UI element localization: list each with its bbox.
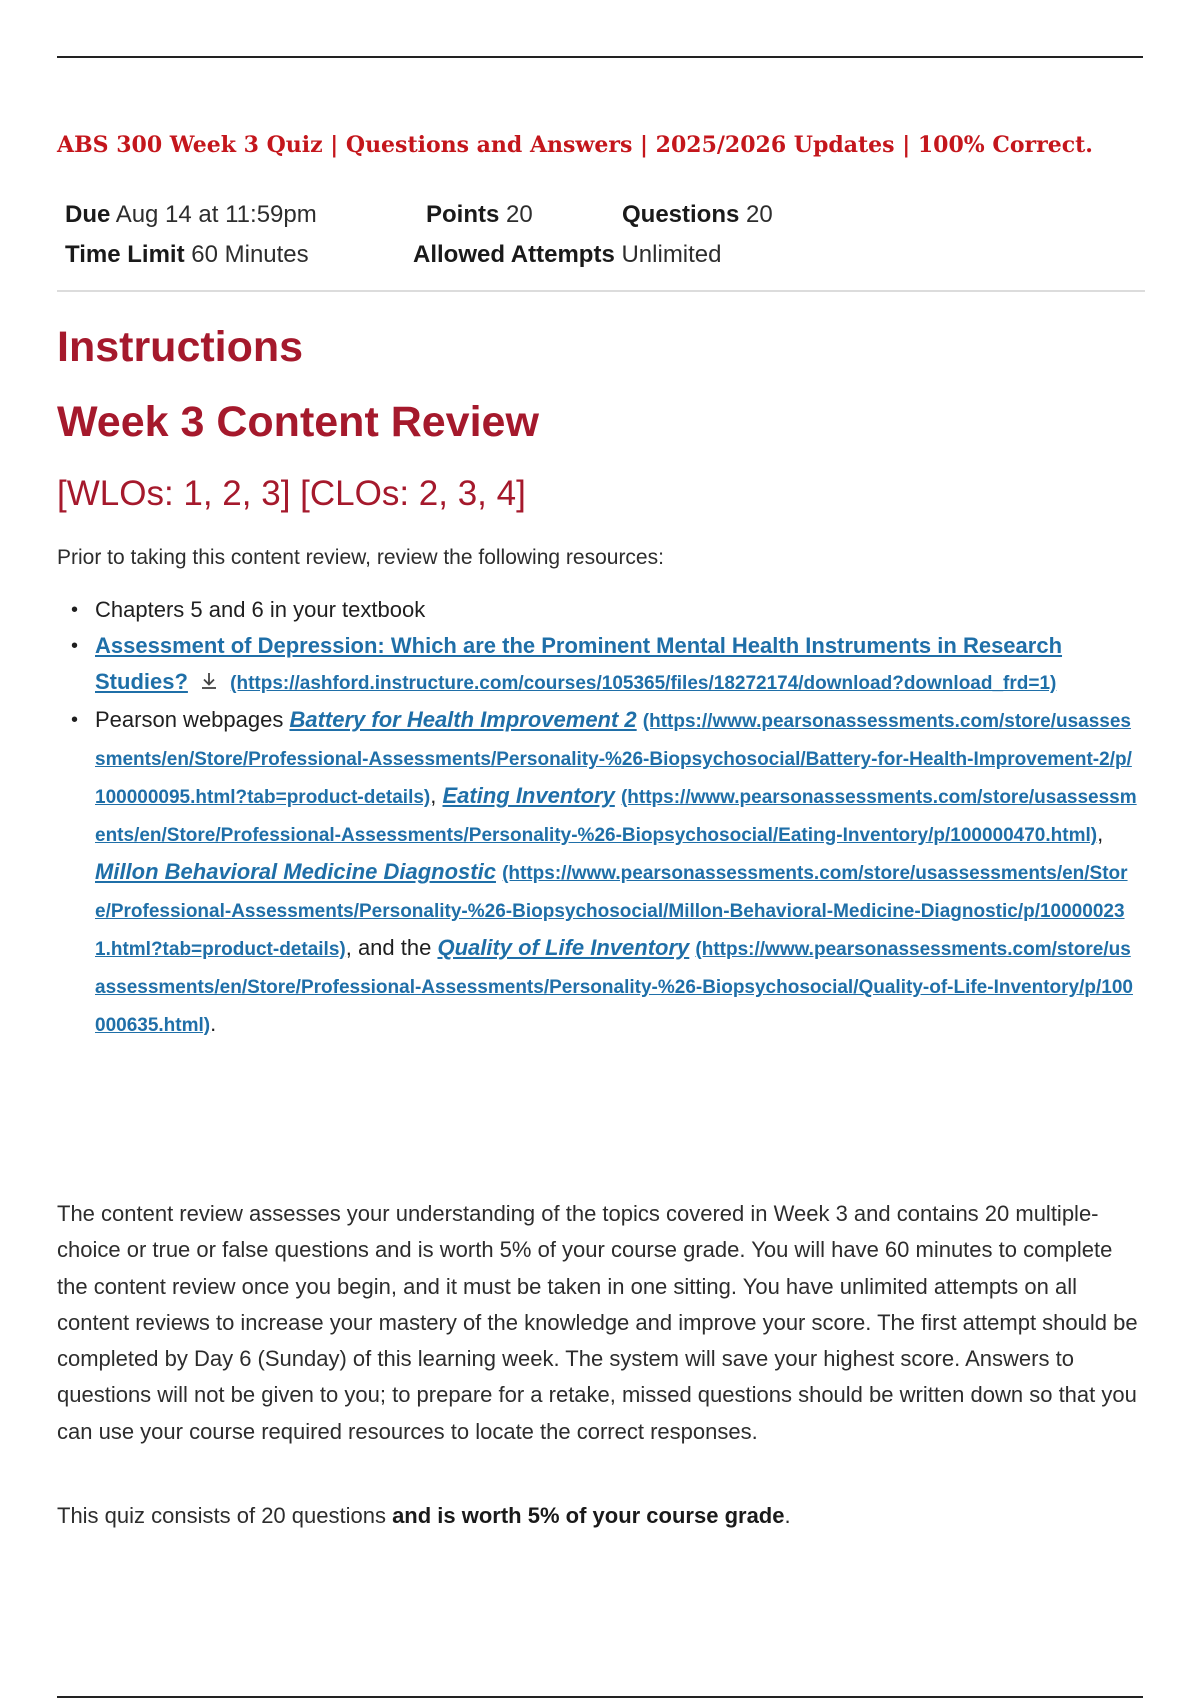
- due-field: [65, 201, 317, 229]
- comma-separator: ,: [1097, 821, 1104, 846]
- questions-value: 20: [746, 201, 773, 228]
- quality-of-life-url[interactable]: (https://www.pearsonassessments.com/store/usassessments/en/Store/Professional-Assessments/Personality-%26-Biopsychosocial/Quality-of-Life-Inventory/p/100000635.html): [95, 939, 1133, 1036]
- comma-separator: ,: [430, 783, 443, 808]
- prior-resources-text: Prior to taking this content review, review the following resources:: [57, 546, 664, 569]
- content-review-description: The content review assesses your understanding of the topics covered in Week 3 and contains 20 multiple-choice or true or false questions and is worth 5% of your course grade. You will have 60 minutes to complete the content review once you begin, and it must be taken in one sitting. You have unlimited attempts on all content reviews to increase your mastery of the knowledge and improve your score. The first attempt should be completed by Day 6 (Sunday) of this learning week. The system will save your highest score. Answers to questions will not be given to you; to prepare for a retake, missed questions should be written down so that you can use your course required resources to locate the correct responses.: [57, 1201, 1138, 1444]
- top-rule: [57, 56, 1143, 58]
- bullet: •: [71, 599, 79, 621]
- pearson-prefix: Pearson webpages: [95, 707, 290, 732]
- list-item: [57, 702, 1137, 1044]
- battery-link[interactable]: Battery for Health Improvement 2: [289, 707, 637, 732]
- period: .: [210, 1011, 217, 1036]
- time-limit-label: Time Limit: [65, 241, 185, 268]
- attempts-value: Unlimited: [621, 241, 722, 268]
- points-label: Points: [426, 201, 500, 228]
- instructions-heading: Instructions: [57, 323, 304, 371]
- list-item: [57, 592, 1137, 628]
- attempts-field: [413, 241, 722, 269]
- millon-link[interactable]: Millon Behavioral Medicine Diagnostic: [95, 859, 496, 884]
- quality-of-life-link[interactable]: Quality of Life Inventory: [437, 935, 690, 960]
- eating-inventory-url[interactable]: (https://www.pearsonassessments.com/store/usassessments/en/Store/Professional-Assessments/Personality-%26-Biopsychosocial/Eating-Inventory/p/100000470.html): [95, 787, 1137, 846]
- bottom-rule: [57, 1696, 1143, 1698]
- time-limit-value: 60 Minutes: [191, 241, 309, 268]
- and-the-text: , and the: [345, 935, 438, 960]
- document-title: ABS 300 Week 3 Quiz | Questions and Answers | 2025/2026 Updates | 100% Correct.: [57, 132, 1093, 158]
- quiz-summary-bold: and is worth 5% of your course grade: [392, 1503, 785, 1528]
- millon-url[interactable]: (https://www.pearsonassessments.com/store/usassessments/en/Store/Professional-Assessments/Personality-%26-Biopsychosocial/Millon-Behavioral-Medicine-Diagnostic/p/100000231.html?tab=product-details): [95, 863, 1128, 960]
- depression-article-url[interactable]: (https://ashford.instructure.com/courses/105365/files/18272174/download?download_frd=1): [230, 673, 1057, 694]
- content-review-heading: Week 3 Content Review: [57, 398, 539, 446]
- list-item: [57, 628, 1137, 702]
- due-value: Aug 14 at 11:59pm: [115, 201, 317, 228]
- battery-url[interactable]: (https://www.pearsonassessments.com/store/usassessments/en/Store/Professional-Assessments/Personality-%26-Biopsychosocial/Battery-for-Health-Improvement-2/p/100000095.html?tab=product-details): [95, 711, 1132, 808]
- questions-label: Questions: [622, 201, 740, 228]
- due-label: Due: [65, 201, 111, 228]
- points-field: [426, 201, 533, 229]
- points-value: 20: [506, 201, 533, 228]
- meta-divider: [57, 290, 1145, 292]
- attempts-label: Allowed Attempts: [413, 241, 615, 268]
- learning-outcomes: [WLOs: 1, 2, 3] [CLOs: 2, 3, 4]: [57, 474, 526, 513]
- quiz-summary: [57, 1503, 1145, 1529]
- eating-inventory-link[interactable]: Eating Inventory: [442, 783, 615, 808]
- questions-field: [622, 201, 773, 229]
- quiz-summary-end: .: [784, 1503, 791, 1528]
- quiz-summary-text: This quiz consists of 20 questions: [57, 1503, 393, 1528]
- textbook-chapters: Chapters 5 and 6 in your textbook: [95, 597, 426, 622]
- depression-article-link[interactable]: Assessment of Depression: Which are the Prominent Mental Health Instruments in Research Studies?: [95, 633, 1063, 694]
- download-icon[interactable]: [198, 667, 220, 689]
- bullet: •: [71, 709, 79, 731]
- time-limit-field: [65, 241, 309, 269]
- bullet: •: [71, 635, 79, 657]
- resource-list: [57, 592, 1137, 1044]
